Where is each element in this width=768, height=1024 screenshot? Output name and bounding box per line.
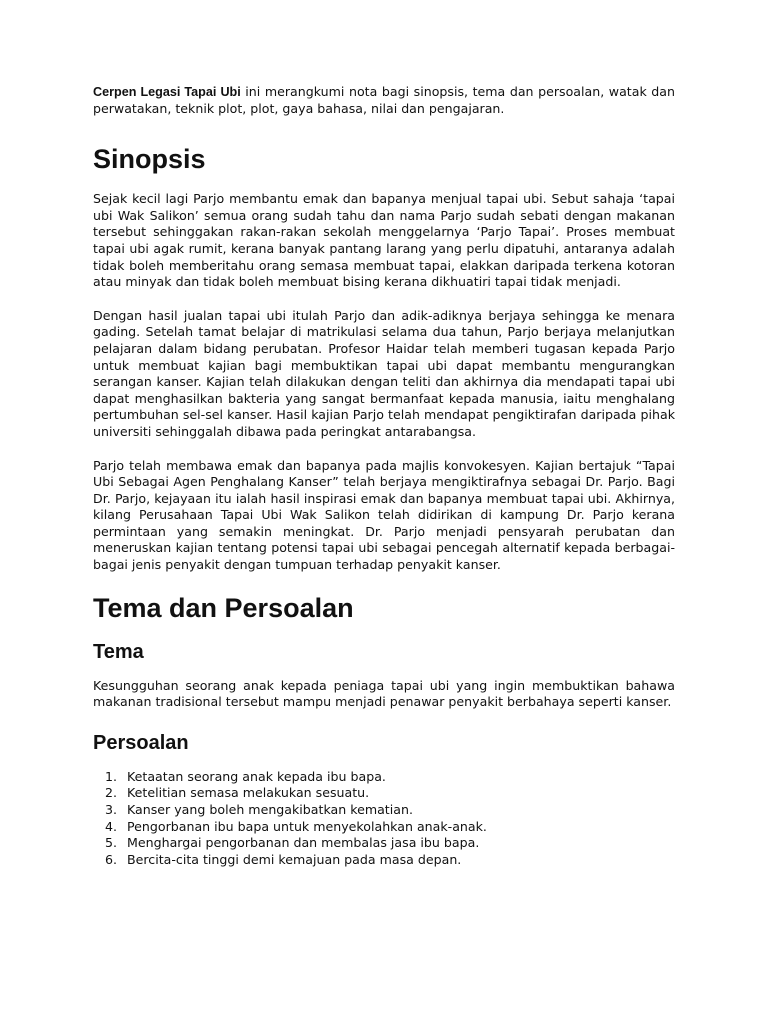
intro-text: ini merangkumi nota bagi sinopsis, tema dan persoalan, watak dan perwatakan, teknik plot, plot, gaya bahasa, nilai dan pengajaran. <box>93 84 676 116</box>
tema-paragraph: Kesungguhan seorang anak kepada peniaga tapai ubi yang ingin membuktikan bahawa makanan tradisional tersebut mampu menjadi penawar penyakit berbahaya seperti kanser. <box>93 677 675 710</box>
heading-sinopsis: Sinopsis <box>93 144 206 175</box>
heading-persoalan: Persoalan <box>93 731 189 754</box>
list-item: 6. Bercita-cita tinggi demi kemajuan pada masa depan. <box>121 852 675 869</box>
sinopsis-paragraph-1: Sejak kecil lagi Parjo membantu emak dan bapanya menjual tapai ubi. Sebut sahaja ‘tapai ubi Wak Salikon’ semua orang sudah tahu dan nama Parjo sudah sebati dengan makanan tersebut sehinggakan rakan-rakan sekolah menggelarnya ‘Parjo Tapai’. Proses membuat tapai ubi agak rumit, kerana banyak pantang larang yang perlu dipatuhi, antaranya adalah tidak boleh memberitahu orang semasa membuat tapai, elakkan daripada terkena kotoran atau minyak dan tidak boleh membuat bising kerana dikhuatiri tapai tidak menjadi. <box>93 191 675 290</box>
heading-tema-dan-persoalan: Tema dan Persoalan <box>93 592 354 623</box>
intro-story-title: Cerpen Legasi Tapai Ubi <box>93 85 241 99</box>
list-item: 5. Menghargai pengorbanan dan membalas jasa ibu bapa. <box>121 835 675 852</box>
sinopsis-paragraph-2: Dengan hasil jualan tapai ubi itulah Parjo dan adik-adiknya berjaya sehingga ke menara gading. Setelah tamat belajar di matrikulasi selama dua tahun, Parjo berjaya melanjutkan pelajaran dalam bidang perubatan. Profesor Haidar telah memberi tugasan kepada Parjo untuk membuat kajian bagi membuktikan tapai ubi dapat membantu mengurangkan serangan kanser. Kajian telah dilakukan dengan teliti dan akhirnya dia mendapati tapai ubi dapat menghasilkan bakteria yang sangat bermanfaat kepada manusia, iaitu menghalang pertumbuhan sel-sel kanser. Hasil kajian Parjo telah mendapat pengiktirafan daripada pihak universiti sehinggalah dibawa pada peringkat antarabangsa. <box>93 307 675 439</box>
list-item: 2. Ketelitian semasa melakukan sesuatu. <box>121 785 675 802</box>
list-item: 1. Ketaatan seorang anak kepada ibu bapa. <box>121 769 675 786</box>
sinopsis-paragraph-3: Parjo telah membawa emak dan bapanya pada majlis konvokesyen. Kajian bertajuk “Tapai Ubi Sebagai Agen Penghalang Kanser” telah berjaya mengiktirafnya sebagai Dr. Parjo. Bagi Dr. Parjo, kejayaan itu ialah hasil inspirasi emak dan bapanya membuat tapai ubi. Akhirnya, kilang Perusahaan Tapai Ubi Wak Salikon telah didirikan di kampung Dr. Parjo kerana permintaan yang semakin meningkat. Dr. Parjo menjadi pensyarah perubatan dan meneruskan kajian tentang potensi tapai ubi sebagai pencegah alternatif kepada berbagai-bagai jenis penyakit dengan tumpuan terhadap penyakit kanser. <box>93 457 675 573</box>
intro-paragraph <box>93 84 675 117</box>
list-item: 4. Pengorbanan ibu bapa untuk menyekolahkan anak-anak. <box>121 819 675 836</box>
persoalan-list <box>93 769 675 869</box>
document-page <box>93 84 675 868</box>
list-item: 3. Kanser yang boleh mengakibatkan kematian. <box>121 802 675 819</box>
heading-tema: Tema <box>93 640 144 663</box>
